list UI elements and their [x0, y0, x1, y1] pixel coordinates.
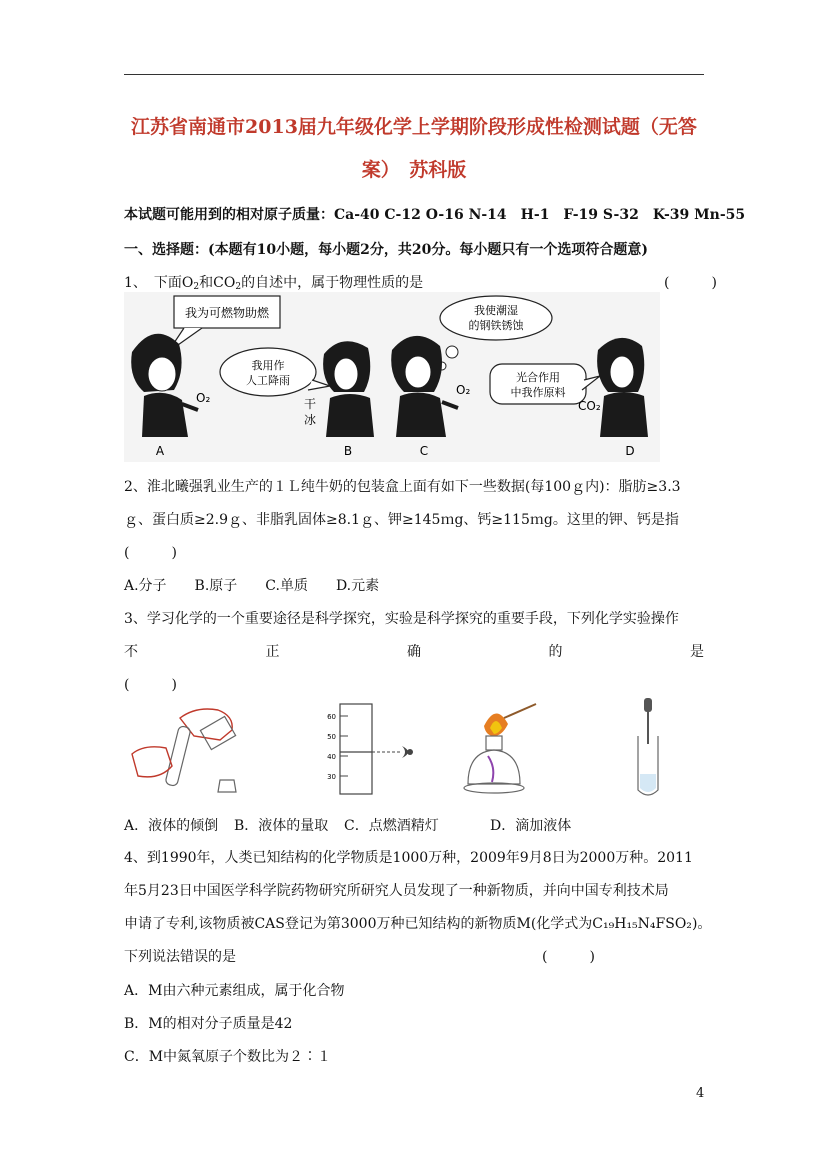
page-title-line2: 案） 苏科版 — [361, 159, 467, 181]
alcohol-lamp-figure — [464, 704, 536, 793]
bubble-b-line1: 我用作 — [251, 359, 285, 372]
page-number: 4 — [696, 1086, 705, 1101]
question-2-options: A.分子 B.原子 C.单质 D.元素 — [124, 578, 380, 594]
figure-label-c: C — [419, 444, 429, 458]
page-title-line1: 江苏省南通市2013届九年级化学上学期阶段形成性检测试题（无答 — [131, 116, 697, 138]
chemical-formula: C₁₉H₁₅N₄FSO₂ — [592, 916, 692, 932]
svg-text:30: 30 — [327, 773, 336, 781]
label-o2-c: O₂ — [456, 383, 471, 397]
bubble-d-line1: 光合作用 — [516, 371, 560, 384]
label-dry-ice-2: 冰 — [303, 413, 317, 427]
bubble-c-line1: 我使潮湿 — [474, 304, 518, 317]
figure-label-d: D — [625, 444, 635, 458]
question-1-text: 1、 下面$O_2$和$CO_2$的自述中，属于物理性质的是 — [124, 275, 424, 292]
section-heading: 一、选择题：(本题有10小题，每小题2分，共20分。每小题只有一个选项符合题意) — [124, 242, 648, 258]
figure-label-b: B — [343, 444, 353, 458]
question-4-option-a: A．M由六种元素组成，属于化合物 — [124, 983, 345, 999]
question-4-line1: 4、到1990年，人类已知结构的化学物质是1000万种，2009年9月8日为2000万种。2011 — [124, 850, 693, 866]
question-2-line1: 2、淮北曦强乳业生产的１Ｌ纯牛奶的包装盒上面有如下一些数据(每100ｇ内)：脂肪≥3.3 — [124, 479, 681, 495]
svg-text:40: 40 — [327, 753, 336, 761]
question-3-answer-paren: ( ) — [124, 677, 177, 693]
label-co2-d: CO₂ — [578, 399, 601, 413]
svg-text:60: 60 — [327, 713, 336, 721]
question-3-spread-line: 不 正 确 的 是 — [124, 644, 704, 660]
question-4-line2: 年5月23日中国医学科学院药物研究所研究人员发现了一种新物质，并向中国专利技术局 — [124, 883, 669, 899]
question-2-answer-paren: ( ) — [124, 545, 177, 561]
question-4-option-b: B．M的相对分子质量是42 — [124, 1016, 293, 1032]
question-3-line1: 3、学习化学的一个重要途径是科学探究，实验是科学探究的重要手段，下列化学实验操作 — [124, 611, 679, 627]
figure-label-a: A — [155, 444, 165, 458]
q3-option-b: B．液体的量取 — [234, 818, 329, 834]
label-dry-ice-1: 干 — [303, 397, 317, 411]
measuring-cylinder-figure — [327, 704, 413, 794]
question-4-option-c: C．M中氮氧原子个数比为２∶１ — [124, 1049, 332, 1065]
question-2-line2: ｇ、蛋白质≥2.9ｇ、非脂乳固体≥8.1ｇ、钾≥145ｍg、钙≥115ｍg。这里的钾、钙是指 — [124, 512, 679, 528]
question-4-line3: 申请了专利,该物质被CAS登记为第3000万种已知结构的新物质M(化学式为C₁₉H₁₅N₄FSO₂)。 — [124, 916, 712, 932]
question-1-figure — [124, 292, 660, 462]
label-o2-a: O₂ — [196, 391, 211, 405]
bubble-a-text: 我为可燃物助燃 — [184, 306, 270, 320]
q3-option-d: D．滴加液体 — [490, 818, 572, 834]
bubble-d-line2: 中我作原料 — [510, 386, 566, 399]
question-1-answer-paren: ( ) — [664, 275, 717, 291]
q3-option-a: A．液体的倾倒 — [124, 818, 219, 834]
pouring-liquid-figure — [132, 709, 236, 792]
question-4-line4: 下列说法错误的是 — [124, 949, 236, 965]
header-rule — [124, 74, 704, 75]
question-3-options — [124, 815, 571, 835]
atomic-mass-note: 本试题可能用到的相对原子质量：Ca-40 C-12 O-16 N-14 H-1 F-19 S-32 K-39 Mn-55 — [124, 207, 746, 223]
dropper-figure — [638, 698, 658, 795]
question-3-figures — [124, 696, 684, 806]
bubble-b-line2: 人工降雨 — [246, 374, 290, 387]
question-4-answer-paren: ( ) — [542, 949, 595, 965]
bubble-c-line2: 的钢铁锈蚀 — [468, 319, 524, 332]
q3-option-c: C．点燃酒精灯 — [344, 818, 439, 834]
svg-text:50: 50 — [327, 733, 336, 741]
